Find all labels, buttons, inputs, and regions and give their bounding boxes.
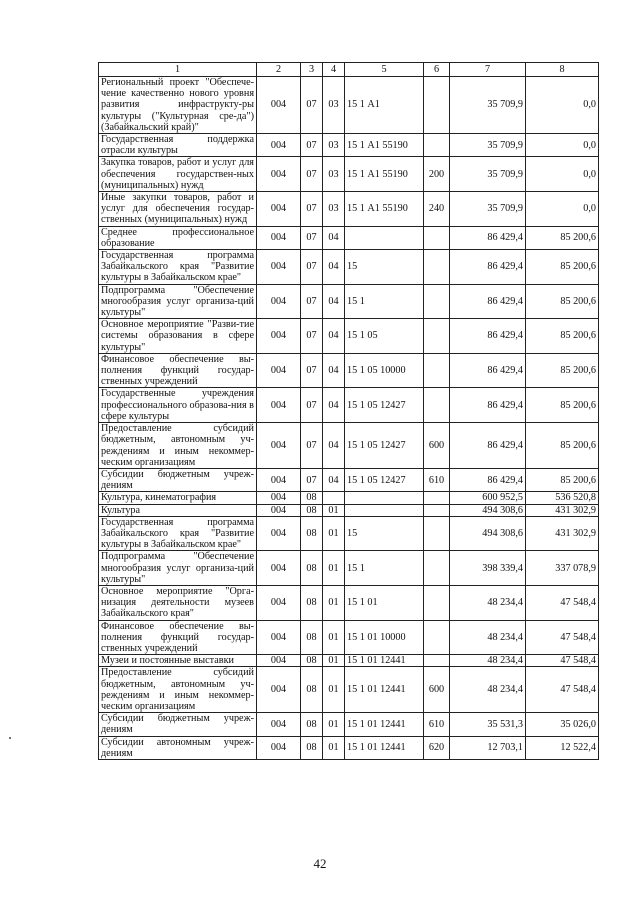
expense-type-code: 620 <box>424 736 450 759</box>
subsection-code: 01 <box>323 667 345 713</box>
expense-type-code: 600 <box>424 423 450 469</box>
section-code: 08 <box>301 551 323 586</box>
amount-col7: 48 234,4 <box>450 620 526 655</box>
section-code: 07 <box>301 468 323 491</box>
subsection-code: 03 <box>323 77 345 134</box>
expense-type-code <box>424 226 450 249</box>
expense-type-code <box>424 284 450 319</box>
table-row <box>99 77 599 134</box>
expense-type-code <box>424 134 450 157</box>
subsection-code: 01 <box>323 551 345 586</box>
col-header: 7 <box>450 63 526 77</box>
admin-code: 004 <box>257 504 301 516</box>
item-name: Подпрограмма "Обеспечение многообразия услуг организа-ций культуры" <box>99 551 257 586</box>
subsection-code: 03 <box>323 134 345 157</box>
subsection-code: 04 <box>323 468 345 491</box>
subsection-code <box>323 492 345 504</box>
amount-col8: 85 200,6 <box>526 468 599 491</box>
amount-col8: 0,0 <box>526 157 599 192</box>
subsection-code: 01 <box>323 585 345 620</box>
subsection-code: 03 <box>323 157 345 192</box>
section-code: 08 <box>301 516 323 551</box>
expense-type-code: 610 <box>424 468 450 491</box>
admin-code: 004 <box>257 226 301 249</box>
amount-col8: 0,0 <box>526 134 599 157</box>
subsection-code: 04 <box>323 388 345 423</box>
scan-speck <box>9 737 11 739</box>
item-name: Финансовое обеспечение вы-полнения функций государ-ственных учреждений <box>99 353 257 388</box>
admin-code: 004 <box>257 736 301 759</box>
item-name: Субсидии бюджетным учреж-дениям <box>99 468 257 491</box>
target-article-code: 15 1 А1 <box>345 77 424 134</box>
subsection-code: 04 <box>323 250 345 285</box>
expense-type-code: 600 <box>424 667 450 713</box>
target-article-code: 15 1 01 <box>345 585 424 620</box>
subsection-code: 04 <box>323 226 345 249</box>
table-row <box>99 250 599 285</box>
subsection-code: 01 <box>323 504 345 516</box>
section-code: 07 <box>301 77 323 134</box>
table-row <box>99 353 599 388</box>
amount-col8: 536 520,8 <box>526 492 599 504</box>
amount-col8: 85 200,6 <box>526 353 599 388</box>
col-header: 6 <box>424 63 450 77</box>
target-article-code: 15 1 05 12427 <box>345 388 424 423</box>
amount-col7: 494 308,6 <box>450 504 526 516</box>
expense-type-code <box>424 250 450 285</box>
table-row <box>99 284 599 319</box>
amount-col8: 85 200,6 <box>526 226 599 249</box>
section-code: 08 <box>301 713 323 736</box>
item-name: Финансовое обеспечение вы-полнения функций государ-ственных учреждений <box>99 620 257 655</box>
admin-code: 004 <box>257 77 301 134</box>
admin-code: 004 <box>257 516 301 551</box>
target-article-code <box>345 226 424 249</box>
expense-type-code: 240 <box>424 192 450 227</box>
header-row <box>99 63 599 77</box>
admin-code: 004 <box>257 157 301 192</box>
subsection-code: 01 <box>323 516 345 551</box>
admin-code: 004 <box>257 713 301 736</box>
amount-col7: 398 339,4 <box>450 551 526 586</box>
admin-code: 004 <box>257 388 301 423</box>
admin-code: 004 <box>257 551 301 586</box>
expense-type-code <box>424 620 450 655</box>
table-row <box>99 551 599 586</box>
item-name: Иные закупки товаров, работ и услуг для обеспечения государ-ственных (муниципальных) нужд <box>99 192 257 227</box>
target-article-code: 15 1 01 10000 <box>345 620 424 655</box>
expense-type-code <box>424 551 450 586</box>
section-code: 08 <box>301 492 323 504</box>
budget-table <box>98 62 599 760</box>
amount-col8: 0,0 <box>526 77 599 134</box>
amount-col7: 35 709,9 <box>450 157 526 192</box>
admin-code: 004 <box>257 284 301 319</box>
section-code: 07 <box>301 226 323 249</box>
amount-col8: 85 200,6 <box>526 388 599 423</box>
section-code: 08 <box>301 620 323 655</box>
table-row <box>99 157 599 192</box>
expense-type-code <box>424 516 450 551</box>
target-article-code: 15 1 <box>345 284 424 319</box>
col-header: 4 <box>323 63 345 77</box>
amount-col8: 431 302,9 <box>526 504 599 516</box>
amount-col8: 35 026,0 <box>526 713 599 736</box>
amount-col7: 35 531,3 <box>450 713 526 736</box>
item-name: Культура, кинематография <box>99 492 257 504</box>
amount-col8: 47 548,4 <box>526 620 599 655</box>
target-article-code: 15 1 А1 55190 <box>345 192 424 227</box>
section-code: 07 <box>301 319 323 354</box>
amount-col8: 47 548,4 <box>526 667 599 713</box>
subsection-code: 04 <box>323 423 345 469</box>
expense-type-code: 610 <box>424 713 450 736</box>
item-name: Региональный проект "Обеспече-чение качественно нового уровня развития инфраструкту-ры культуры ("Культурная сре-да") (Забайкальский край)" <box>99 77 257 134</box>
admin-code: 004 <box>257 585 301 620</box>
table-row <box>99 492 599 504</box>
section-code: 08 <box>301 504 323 516</box>
item-name: Среднее профессиональное образование <box>99 226 257 249</box>
section-code: 08 <box>301 655 323 667</box>
amount-col7: 86 429,4 <box>450 319 526 354</box>
amount-col8: 85 200,6 <box>526 250 599 285</box>
target-article-code: 15 1 05 <box>345 319 424 354</box>
item-name: Культура <box>99 504 257 516</box>
item-name: Основное мероприятие "Разви-тие системы образования в сфере культуры" <box>99 319 257 354</box>
target-article-code: 15 <box>345 516 424 551</box>
item-name: Субсидии автономным учреж-дениям <box>99 736 257 759</box>
page-number: 42 <box>313 856 327 871</box>
table-row <box>99 585 599 620</box>
amount-col7: 86 429,4 <box>450 423 526 469</box>
target-article-code <box>345 504 424 516</box>
table-row <box>99 736 599 759</box>
item-name: Субсидии бюджетным учреж-дениям <box>99 713 257 736</box>
table-row <box>99 134 599 157</box>
section-code: 08 <box>301 736 323 759</box>
amount-col8: 47 548,4 <box>526 655 599 667</box>
table-row <box>99 667 599 713</box>
amount-col8: 431 302,9 <box>526 516 599 551</box>
item-name: Предоставление субсидий бюджетным, автономным уч-реждениям и иным некоммер-ческим организациям <box>99 423 257 469</box>
admin-code: 004 <box>257 468 301 491</box>
section-code: 07 <box>301 157 323 192</box>
section-code: 07 <box>301 423 323 469</box>
target-article-code: 15 1 01 12441 <box>345 655 424 667</box>
target-article-code <box>345 492 424 504</box>
col-header: 1 <box>99 63 257 77</box>
amount-col7: 35 709,9 <box>450 192 526 227</box>
table-row <box>99 620 599 655</box>
expense-type-code <box>424 585 450 620</box>
item-name: Государственная программа Забайкальского края "Развитие культуры в Забайкальском крае" <box>99 516 257 551</box>
amount-col7: 86 429,4 <box>450 250 526 285</box>
item-name: Государственная программа Забайкальского края "Развитие культуры в Забайкальском крае" <box>99 250 257 285</box>
subsection-code: 01 <box>323 655 345 667</box>
target-article-code: 15 1 01 12441 <box>345 736 424 759</box>
table-row <box>99 423 599 469</box>
subsection-code: 01 <box>323 620 345 655</box>
admin-code: 004 <box>257 423 301 469</box>
expense-type-code <box>424 504 450 516</box>
admin-code: 004 <box>257 667 301 713</box>
table-row <box>99 655 599 667</box>
amount-col8: 12 522,4 <box>526 736 599 759</box>
table-row <box>99 713 599 736</box>
section-code: 07 <box>301 353 323 388</box>
table-row <box>99 192 599 227</box>
section-code: 07 <box>301 388 323 423</box>
subsection-code: 01 <box>323 736 345 759</box>
target-article-code: 15 1 А1 55190 <box>345 157 424 192</box>
admin-code: 004 <box>257 319 301 354</box>
amount-col8: 337 078,9 <box>526 551 599 586</box>
expense-type-code <box>424 319 450 354</box>
expense-type-code: 200 <box>424 157 450 192</box>
amount-col7: 48 234,4 <box>450 667 526 713</box>
table-row <box>99 388 599 423</box>
amount-col7: 86 429,4 <box>450 226 526 249</box>
amount-col8: 47 548,4 <box>526 585 599 620</box>
admin-code: 004 <box>257 353 301 388</box>
table-row <box>99 504 599 516</box>
section-code: 07 <box>301 284 323 319</box>
amount-col7: 494 308,6 <box>450 516 526 551</box>
admin-code: 004 <box>257 620 301 655</box>
amount-col7: 48 234,4 <box>450 655 526 667</box>
expense-type-code <box>424 492 450 504</box>
col-header: 2 <box>257 63 301 77</box>
target-article-code: 15 1 05 12427 <box>345 468 424 491</box>
item-name: Подпрограмма "Обеспечение многообразия услуг организа-ций культуры" <box>99 284 257 319</box>
admin-code: 004 <box>257 192 301 227</box>
expense-type-code <box>424 655 450 667</box>
col-header: 8 <box>526 63 599 77</box>
item-name: Основное мероприятие "Орга-низация деятельности музеев Забайкальского края" <box>99 585 257 620</box>
target-article-code: 15 1 05 12427 <box>345 423 424 469</box>
subsection-code: 04 <box>323 284 345 319</box>
amount-col7: 600 952,5 <box>450 492 526 504</box>
target-article-code: 15 1 А1 55190 <box>345 134 424 157</box>
expense-type-code <box>424 77 450 134</box>
target-article-code: 15 1 <box>345 551 424 586</box>
subsection-code: 04 <box>323 353 345 388</box>
col-header: 3 <box>301 63 323 77</box>
amount-col7: 35 709,9 <box>450 77 526 134</box>
amount-col7: 86 429,4 <box>450 468 526 491</box>
table-row <box>99 226 599 249</box>
admin-code: 004 <box>257 250 301 285</box>
admin-code: 004 <box>257 655 301 667</box>
section-code: 08 <box>301 667 323 713</box>
section-code: 07 <box>301 134 323 157</box>
amount-col7: 86 429,4 <box>450 353 526 388</box>
item-name: Государственные учреждения профессионального образова-ния в сфере культуры <box>99 388 257 423</box>
item-name: Государственная поддержка отрасли культуры <box>99 134 257 157</box>
item-name: Музеи и постоянные выставки <box>99 655 257 667</box>
table-row <box>99 319 599 354</box>
amount-col7: 35 709,9 <box>450 134 526 157</box>
amount-col8: 85 200,6 <box>526 284 599 319</box>
subsection-code: 04 <box>323 319 345 354</box>
col-header: 5 <box>345 63 424 77</box>
target-article-code: 15 1 01 12441 <box>345 667 424 713</box>
table-row <box>99 468 599 491</box>
admin-code: 004 <box>257 492 301 504</box>
expense-type-code <box>424 353 450 388</box>
subsection-code: 03 <box>323 192 345 227</box>
admin-code: 004 <box>257 134 301 157</box>
table-row <box>99 516 599 551</box>
amount-col7: 12 703,1 <box>450 736 526 759</box>
document-page <box>98 62 599 760</box>
section-code: 07 <box>301 250 323 285</box>
amount-col7: 86 429,4 <box>450 388 526 423</box>
amount-col8: 85 200,6 <box>526 319 599 354</box>
target-article-code: 15 <box>345 250 424 285</box>
section-code: 07 <box>301 192 323 227</box>
item-name: Предоставление субсидий бюджетным, автономным уч-реждениям и иным некоммер-ческим организациям <box>99 667 257 713</box>
subsection-code: 01 <box>323 713 345 736</box>
amount-col8: 85 200,6 <box>526 423 599 469</box>
amount-col7: 86 429,4 <box>450 284 526 319</box>
section-code: 08 <box>301 585 323 620</box>
expense-type-code <box>424 388 450 423</box>
target-article-code: 15 1 01 12441 <box>345 713 424 736</box>
amount-col7: 48 234,4 <box>450 585 526 620</box>
target-article-code: 15 1 05 10000 <box>345 353 424 388</box>
amount-col8: 0,0 <box>526 192 599 227</box>
item-name: Закупка товаров, работ и услуг для обеспечения государствен-ных (муниципальных) нужд <box>99 157 257 192</box>
